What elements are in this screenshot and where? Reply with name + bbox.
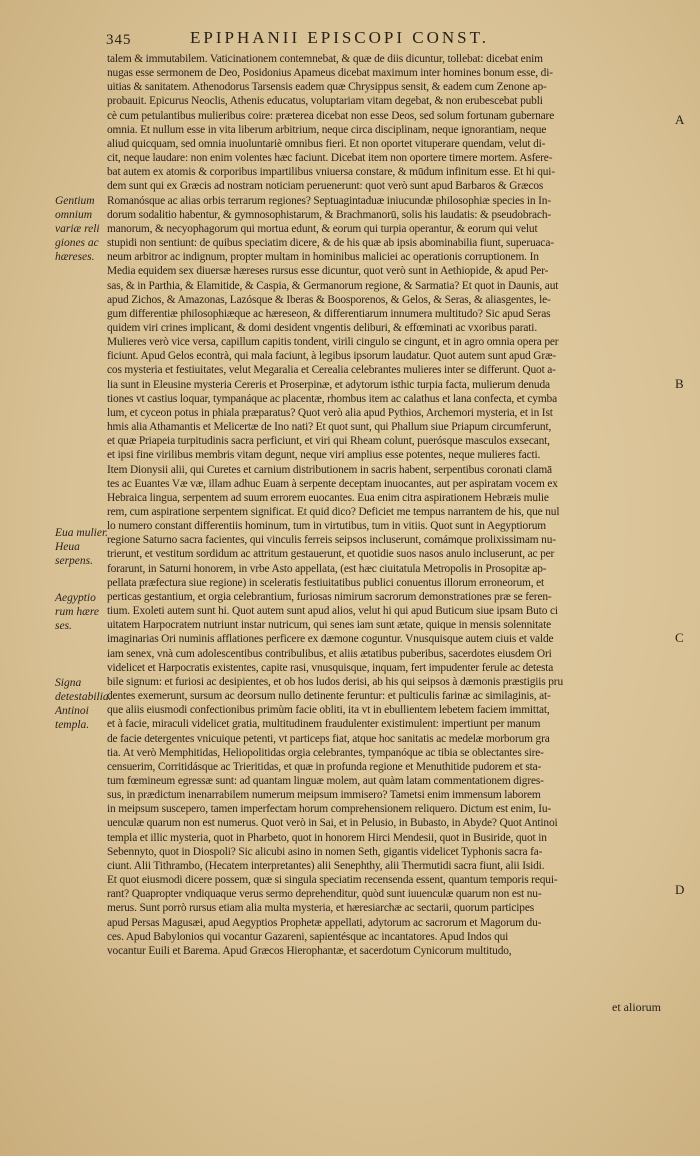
margin-note-eua: Eua mulier. Heua serpens. <box>55 527 109 567</box>
text-line: et ipsi fine virilibus membris vitam degunt, neque viri amplius esse potentes, neque mulieres facti. <box>107 449 541 462</box>
section-marker-a: A <box>675 112 685 127</box>
catchword: et aliorum <box>612 1000 661 1014</box>
text-line: bat autem ex atomis & corporibus impartilibus vniuersa constare, & mūdum infinitum esse. Et hi qui- <box>107 166 555 179</box>
text-line: ficiunt. Apud Gelos econtrà, qui mala faciunt, à legibus ipsorum laudatur. Quot autem sunt apud Græ- <box>107 350 557 363</box>
margin-note-aegyptiorum: Aegyptio rum hære ses. <box>55 592 99 632</box>
text-line: merus. Sunt porrò rursus etiam alia multa mysteria, et hæresiarchæ ac sectarii, quorum participes <box>107 902 535 915</box>
text-line: perticas gestantium, et orgia celebrantium, furiosas nimirum sacrorum demonstrationes præ se feren- <box>107 590 552 603</box>
text-line: dem sunt qui ex Græcis ad nostram noticiam peruenerunt: quot verò sunt apud Barbaros & Græcos <box>107 180 544 193</box>
text-line: tium. Exoleti autem sunt hi. Quot autem sunt apud alios, velut hi qui apud Buticum siue ipsam Buto ci <box>107 605 558 618</box>
page-number: 345 <box>106 32 132 48</box>
text-line: uitias & sanitatem. Athenodorus Tarsensis eadem quæ Chrysippus sensit, & eadem cum Zenone ap- <box>107 81 547 94</box>
text-line: Media equidem sex diuersæ hæreses rursus esse dicuntur, quot verò sunt in Aethiopide, & apud Per- <box>107 265 549 278</box>
text-line: pellata præfectura siue regione) in sceleratis festiuitatibus publici conuentus illorum erroneorum, et <box>107 576 545 589</box>
text-line: trierunt, et vestitum sordidum ac attritum gestauerunt, et quotidie suos nasos anulo incluserunt, ac per <box>107 548 555 561</box>
text-line: Romanósque ac alias orbis terrarum regiones? Septuagintaduæ iniucundæ philosophiæ species in In- <box>107 194 551 207</box>
text-line: cit, neque laudare: non enim volentes hæc faciunt. Dicebat item non oportere timere mortem. Asfere- <box>107 152 553 165</box>
text-line: rem, cum aspiratione serpentem significat. Et quid dico? Deficiet me tempus narrantem de his, que nul <box>107 506 560 518</box>
text-line: Item Dionysii alii, qui Curetes et carnium distributionem in sacris habent, serpentibus coronati clamā <box>107 463 552 476</box>
section-marker-c: C <box>675 630 684 645</box>
text-line: talem & immutabilem. Vaticinationem contemnebat, & quæ de diis dicuntur, tollebat: dicebat enim <box>107 53 543 65</box>
text-line: tes ac Euantes Væ væ, illam adhuc Euam à serpente deceptam inuocantes, aut per aspiratam vocem ex <box>107 477 558 490</box>
text-line: iam senex, vnà cum adolescentibus contribulibus, et aliis ætatibus puberibus, sacerdotes eiusdem Ori <box>107 647 552 660</box>
text-line: que aliis eiusmodi confectionibus primùm facie obliti, ita vt in ebullientem lebetem faciem immittat, <box>107 704 550 717</box>
text-line: forarunt, in Saturni honorem, in vrbe Asto appellata, (est hæc ciuitatula Metropolis in Prosopitæ ap- <box>107 562 547 575</box>
text-line: in meipsum suscepero, tamen imperfectam horum comprehensionem reliquero. Dictum est enim, Iu- <box>107 803 552 816</box>
text-line: cos mysteria et festiuitates, velut Megaralia et Cerealia celebrantes mulieres inter se differunt. Quot a- <box>107 364 556 377</box>
page-header <box>0 28 700 52</box>
text-line: ces. Apud Babylonios qui vocantur Gazareni, sapientésque ac incantatores. Apud Indos qui <box>107 930 509 943</box>
text-line: dentes exemerunt, sursum ac deorsum nullo detinente feruntur: et pulticulis farinæ ac similaginis, at- <box>107 690 551 703</box>
text-line: omnia. Et nullum esse in vita liberum arbitrium, neque circa disciplinam, neque ignorantiam, neque <box>107 123 547 136</box>
text-line: dorum sodalitio habentur, & gymnosophistarum, & Brachmanorū, solis his laudatis: & pseudobrach- <box>107 208 552 221</box>
text-line: tia. At verò Memphitidas, Heliopolitidas orgia celebrantes, tympanóque ac tibia se oblectantes sire- <box>107 746 544 759</box>
text-line: templa et illic mysteria, quot in Pharbeto, quot in honorem Hirci Mendesii, quot in Busiride, quot in <box>107 831 547 844</box>
text-line: et quæ Priapeia turpitudinis sacra perficiunt, et viri qui Rheam colunt, puerósque masculos exsecant, <box>107 435 550 448</box>
text-line: Hebraica lingua, serpentem ad suum errorem euocantes. Eua enim citra aspirationem Hebræis mulie <box>107 491 549 504</box>
text-line: quidem viri crines implicant, & domi desident vngentis deliburi, & effœminati ac vxoribus parati. <box>107 321 538 334</box>
text-line: Mulieres verò vice versa, capillum capitis tondent, virili cingulo se cingunt, et in agro omnia opera per <box>107 336 559 349</box>
text-line: tiones vt castius loquar, tympanáque ac placentæ, rhombus item ac calathus et lana confecta, et cymba <box>107 392 557 405</box>
main-text-column <box>107 52 667 958</box>
text-line: aliud quicquam, sed omnia inuoluntariè omnibus fieri. Et non oportet vituperare quendam, velut di- <box>107 137 546 150</box>
text-line: uenculæ quarum non est numerus. Quot verò in Sai, et in Pelusio, in Bubasto, in Abyde? Quot Antinoi <box>107 817 558 830</box>
text-line: gum differentiæ philosophiæque ac hæreseon, & differentiarum innumera multitudo? Sic apud Seras <box>107 307 551 320</box>
text-line: lo numero constant differentiis hominum, tum in virtutibus, tum in vitiis. Quot sunt in Aegyptiorum <box>107 520 546 533</box>
text-line: imaginarias Ori numinis afflationes perficere ex dæmone coguntur. Vnusquisque autem ciuis et valde <box>107 633 554 646</box>
section-marker-b: B <box>675 376 684 391</box>
text-line: et à facie, miraculi videlicet gratia, multitudinem fraudulenter existimulent: impertiunt per manum <box>107 718 541 731</box>
text-line: cè cum petulantibus mulieribus coire: præterea dicebat non esse Deos, sed solum fortunam gubernare <box>107 109 555 122</box>
text-line: regione Saturno sacra facientes, qui vinculis ferreis seipsos incluserunt, comámque prolixissimam nu- <box>107 534 556 547</box>
text-line: sus, in prædictum inenarrabilem numerum meipsum immisero? Tametsi enim immensum laborem <box>107 789 541 802</box>
margin-note-gentium: Gentium omnium variæ reli giones ac hæreses. <box>55 195 100 263</box>
text-line: manorum, & necyophagorum qui mortua edunt, & eorum qui turpia operantur, & eorum qui velut <box>107 222 538 235</box>
text-line: vocantur Euili et Barema. Apud Græcos Hierophantæ, et sacerdotum Cynicorum multitudo, <box>107 944 512 957</box>
text-line: apud Zichos, & Amazonas, Lazósque & Iberas & Boosporenos, & Gelos, & Seras, & aliasgentes, le- <box>107 293 551 306</box>
text-line: Sebennyto, quot in Diospoli? Sic alicubi asino in nomen Seth, gigantis videlicet Typhonis sacra fa- <box>107 845 543 858</box>
text-line: ciunt. Alii Tithrambo, (Hecatem interpretantes) alii Senephthy, alii Thermutidi sacra fiunt, alii Isidi. <box>107 859 545 872</box>
text-line: videlicet et Harpocratis existentes, capite rasi, vnusquisque, inquam, fert impudenter ferule ac detesta <box>107 661 554 674</box>
margin-note-signa: Signa detestabilia. Antinoi templa. <box>55 677 112 731</box>
text-line: lum, et cyceon potus in phiala præparatus? Quot verò alia apud Pythios, Archemori mysteria, et in Ist <box>107 406 553 419</box>
text-line: sas, & in Parthia, & Elamitide, & Caspia, & Germanorum regione, & Sarmatia? Et quot in Daunis, aut <box>107 279 559 292</box>
text-line: probauit. Epicurus Neoclis, Athenis educatus, voluptariam vitam degebat, & non erubescebat publi <box>107 95 543 108</box>
text-line: lia sunt in Eleusine mysteria Cereris et Proserpinæ, et adytorum isthic turpia facta, mulierum denuda <box>107 378 550 391</box>
text-line: apud Persas Magusæi, apud Aegyptios Prophetæ appellati, adytorum ac sacrorum et Magorum du- <box>107 916 542 929</box>
text-line: rant? Quapropter vndiquaque verus sermo deprehenditur, quòd sunt iuuenculæ quarum non est nu- <box>107 888 542 901</box>
text-line: bile signum: et furiosi ac desipientes, et ob hos ludos derisi, ab his qui seipsos à dæmonis præstigiis pru <box>107 675 563 688</box>
running-title: EPIPHANII EPISCOPI CONST. <box>190 28 490 47</box>
text-line: nugas esse sermonem de Deo, Posidonius Apameus dicebat maximum inter homines bonum esse, di- <box>107 67 553 80</box>
text-line: tum fœmineum egressæ sunt: ad quantam linguæ molem, aut quàm latam commentationem digres- <box>107 774 544 787</box>
text-line: de facie detergentes vnicuique petenti, vt particeps fiat, atque hoc sanitatis ac medelæ morborum gra <box>107 732 550 745</box>
text-line: Et quot eiusmodi dicere possem, quæ si singula speciatim recensenda essent, quantum temporis requi- <box>107 874 558 887</box>
text-line: uitatem Harpocratem nutriunt instar nutricum, qui senes iam sunt ætate, quique in mensis solennitate <box>107 619 552 632</box>
section-marker-d: D <box>675 882 685 897</box>
text-line: censuerim, Corritidásque ac Trieritidas, et quæ in profunda regione et Menuthitide pudorem et sta- <box>107 760 542 773</box>
text-line: stupidi non sentiunt: de quibus speciatim dicere, & de his quæ ab ipsis abominabilia fiunt, superuaca- <box>107 237 554 250</box>
text-line: neum arbitror ac indignum, propter multam in hominibus maliciei ac operationis corruptionem. In <box>107 251 539 264</box>
text-line: hmis alia Athamantis et Melicertæ de Ino nati? Et quot sunt, qui Phallum siue Priapum circumferunt, <box>107 421 552 434</box>
